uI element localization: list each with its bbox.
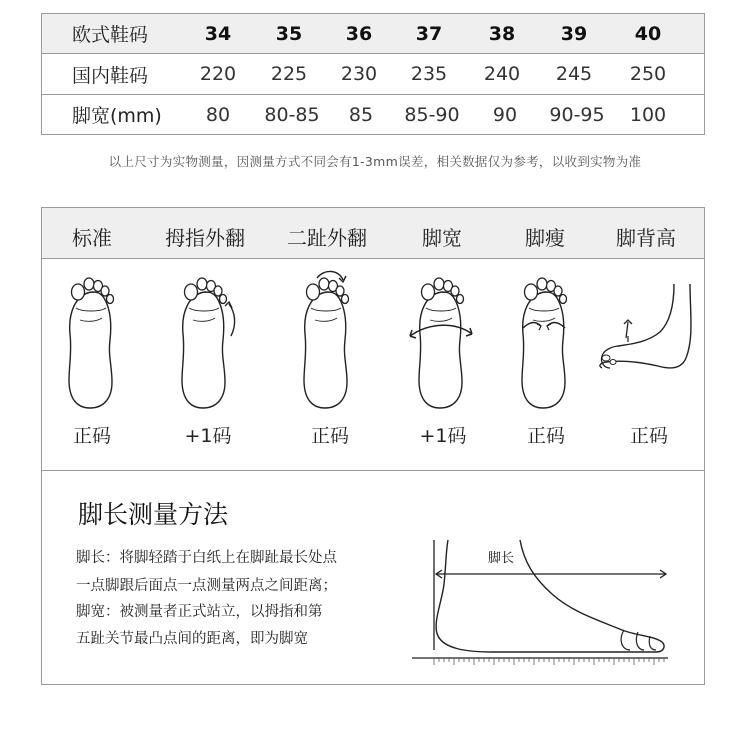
length-label: 脚长 [488,551,515,566]
foot-type-fit: 正码 [526,425,566,447]
standard-foot-icon [69,278,114,408]
foot-type-name: 二趾外翻 [287,226,367,250]
table-cell: 34 [204,22,232,45]
table-cell: 225 [270,63,308,85]
size-table [41,13,705,135]
table-cell: 235 [410,63,448,85]
table-row-cn-size [42,54,704,95]
foot-type-name: 脚背高 [616,226,676,250]
table-cell: 36 [345,22,373,45]
table-cell: 220 [199,63,237,85]
foot-type-name: 标准 [72,226,112,250]
ruler-ticks [434,658,664,665]
table-cell: 40 [634,22,662,45]
foot-illustrations [42,259,704,409]
table-cell: 250 [629,63,667,85]
table-cell: 230 [340,63,378,85]
foot-type-name: 脚瘦 [525,226,565,250]
row-label: 国内鞋码 [72,64,149,87]
table-cell: 85 [348,103,374,126]
second-toe-foot-icon [304,271,349,408]
table-row-foot-width [42,95,704,134]
wide-foot-icon [410,278,472,408]
foot-length-diagram [402,532,702,682]
table-cell: 90-95 [549,103,605,126]
foot-type-fit: +1码 [419,425,467,447]
table-cell: 37 [415,22,443,45]
measure-title: 脚长测量方法 [78,500,229,529]
foot-type-fit: 正码 [629,425,669,447]
table-cell: 80-85 [264,103,320,126]
table-cell: 80 [205,103,231,126]
row-label: 欧式鞋码 [72,24,149,46]
foot-type-fit: 正码 [310,425,350,447]
measurement-note: 以上尺寸为实物测量，因测量方式不同会有1-3mm误差，相关数据仅为参考，以收到实物为准 [108,154,642,169]
table-cell: 100 [629,103,667,126]
table-cell: 38 [488,22,516,45]
table-cell: 240 [483,63,521,85]
measure-text-line: 五趾关节最凸点间的距离，即为脚宽 [76,631,308,647]
foot-type-fit: +1码 [184,425,232,447]
foot-type-fit: 正码 [72,425,112,447]
table-cell: 90 [492,103,518,126]
table-cell: 39 [560,22,588,45]
foot-type-name: 拇指外翻 [165,226,245,250]
measure-text-line: 脚长：将脚轻踏于白纸上在脚趾最长处点 [76,550,337,566]
measure-text-line: 脚宽：被测量者正式站立，以拇指和第 [76,604,323,620]
row-label: 脚宽(mm) [72,105,162,127]
foot-type-header [42,208,704,259]
table-cell: 85-90 [404,103,460,126]
table-cell: 245 [555,63,593,85]
table-row-eu-size [42,14,704,54]
foot-type-panel [41,207,705,471]
narrow-foot-icon [522,278,567,408]
bunion-foot-icon [182,278,235,408]
high-instep-foot-icon [600,284,691,368]
foot-side-outline [436,540,664,652]
foot-type-name: 脚宽 [422,226,462,250]
table-cell: 35 [275,22,303,45]
measure-panel [41,470,705,685]
measure-text-line: 一点脚跟后面点一点测量两点之间距离； [76,578,337,594]
